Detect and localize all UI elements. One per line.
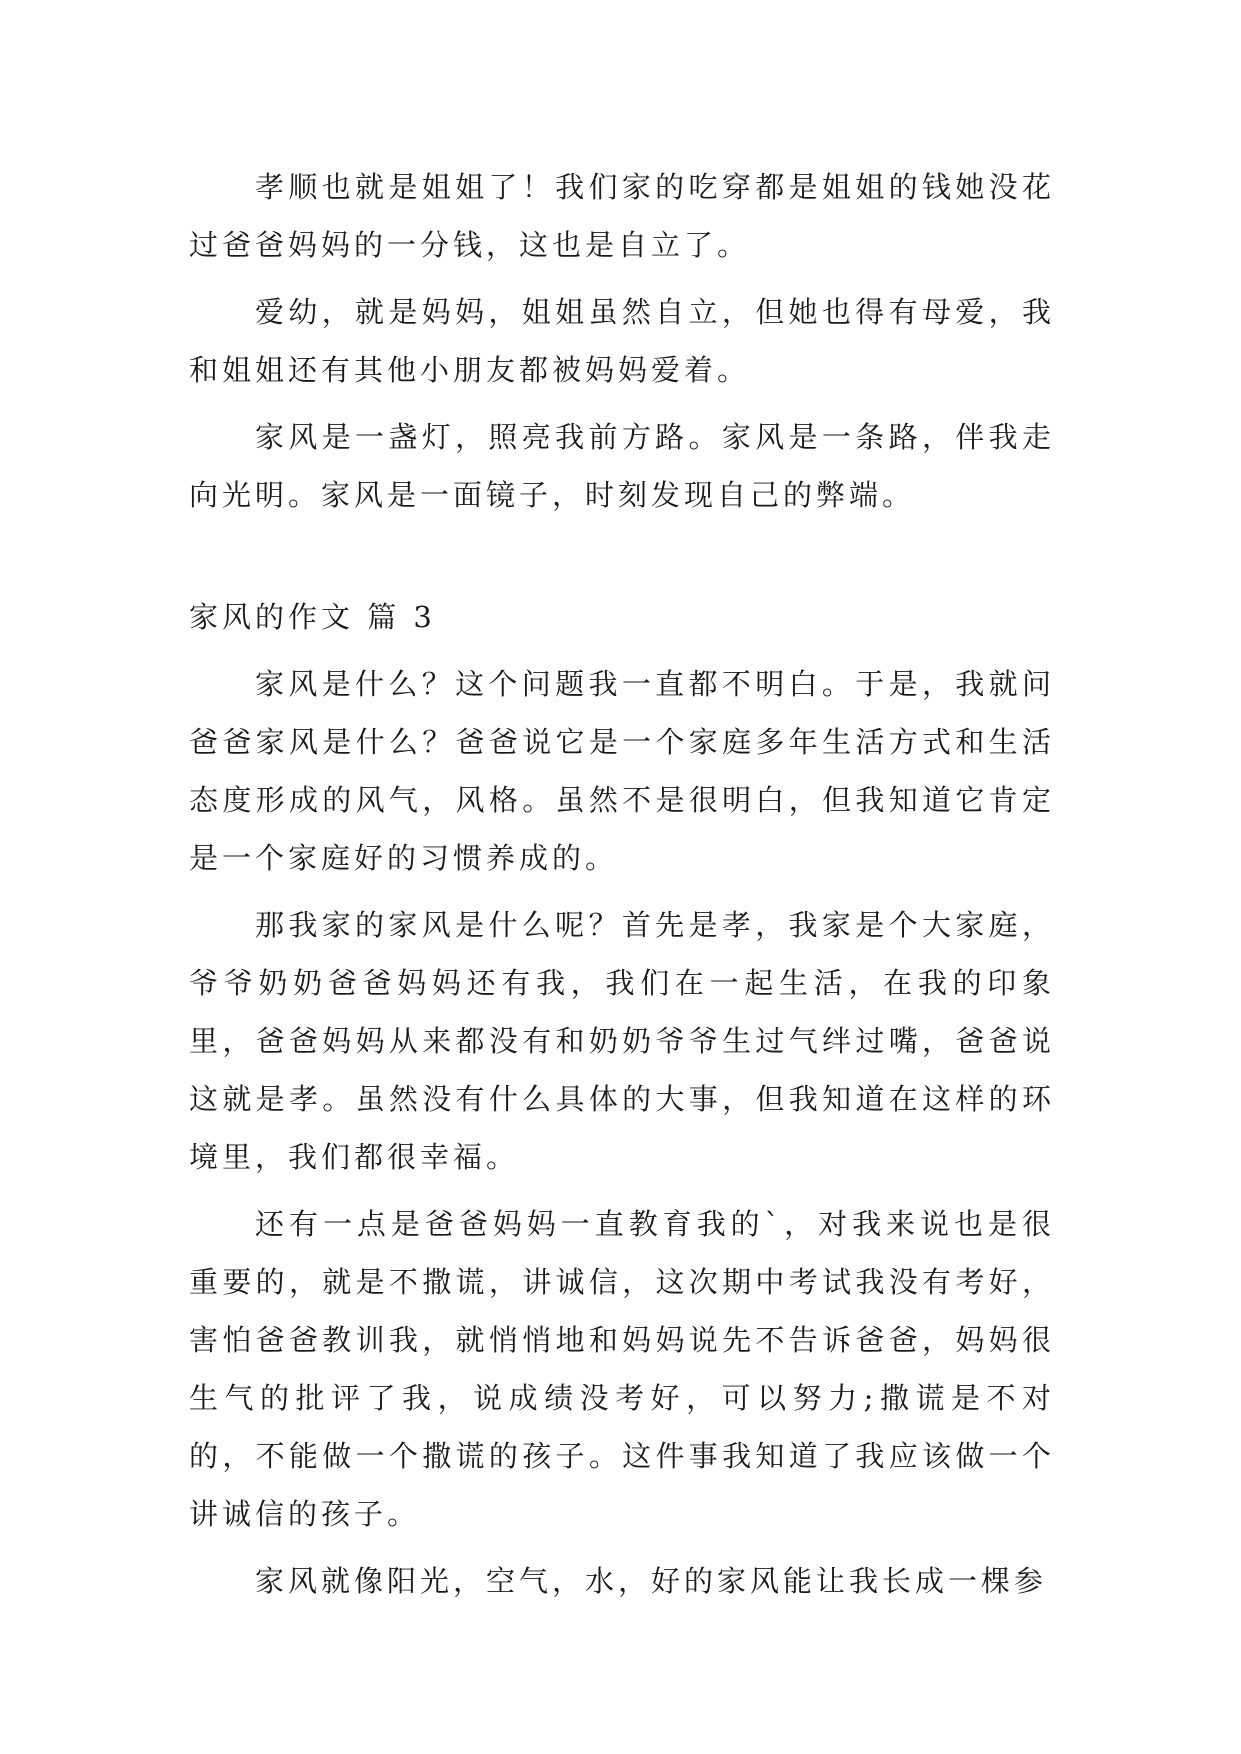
paragraph: 爱幼，就是妈妈，姐姐虽然自立，但她也得有母爱，我和姐姐还有其他小朋友都被妈妈爱着。: [189, 295, 1055, 387]
paragraph: 还有一点是爸爸妈妈一直教育我的`，对我来说也是很重要的，就是不撒谎，讲诚信，这次期中考试我没有考好，害怕爸爸教训我，就悄悄地和妈妈说先不告诉爸爸，妈妈很生气的批评了我，说成绩没考好，可以努力;撒谎是不对的，不能做一个撒谎的孩子。这件事我知道了我应该做一个讲诚信的孩子。: [189, 1207, 1055, 1531]
paragraph: 家风是一盏灯，照亮我前方路。家风是一条路，伴我走向光明。家风是一面镜子，时刻发现自己的弊端。: [189, 420, 1055, 512]
document-body: [189, 158, 1055, 1619]
paragraph: 家风是什么？这个问题我一直都不明白。于是，我就问爸爸家风是什么？爸爸说它是一个家庭多年生活方式和生活态度形成的风气，风格。虽然不是很明白，但我知道它肯定是一个家庭好的习惯养成的。: [189, 667, 1055, 875]
paragraph: 孝顺也就是姐姐了！我们家的吃穿都是姐姐的钱她没花过爸爸妈妈的一分钱，这也是自立了。: [189, 170, 1055, 262]
paragraph: 家风就像阳光，空气，水，好的家风能让我长成一棵参: [255, 1564, 1048, 1598]
paragraph: 那我家的家风是什么呢？首先是孝，我家是个大家庭，爷爷奶奶爸爸妈妈还有我，我们在一起生活，在我的印象里，爸爸妈妈从来都没有和奶奶爷爷生过气绊过嘴，爸爸说这就是孝。虽然没有什么具体的大事，但我知道在这样的环境里，我们都很幸福。: [189, 908, 1055, 1174]
section-title: 家风的作文 篇 3: [189, 600, 436, 634]
